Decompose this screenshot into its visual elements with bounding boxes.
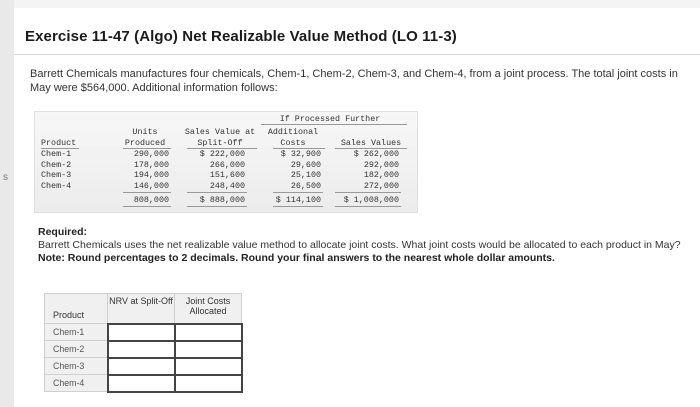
joint-cost-input-chem-3[interactable]	[175, 358, 242, 375]
row-product: Chem-1	[41, 149, 72, 159]
col-header-sales-split-2: Split-Off	[197, 138, 243, 148]
answer-col-joint-costs: Joint Costs Allocated	[175, 294, 242, 324]
total-line-units	[123, 192, 171, 193]
joint-process-data-table	[34, 111, 418, 213]
col-header-sales-split-1: Sales Value at	[184, 127, 256, 137]
problem-intro: Barrett Chemicals manufactures four chemicals, Chem-1, Chem-2, Chem-3, and Chem-4, from a joint process. The total joint costs in May were $564,000. Additional information follows:	[30, 68, 678, 94]
joint-cost-input-chem-1[interactable]	[175, 324, 242, 341]
nrv-input-chem-3[interactable]	[108, 358, 175, 375]
sales-values-column	[335, 149, 399, 191]
adjacent-page-edge	[0, 0, 14, 407]
total-add: $ 114,100	[275, 195, 321, 205]
row-units: 290,000	[133, 149, 169, 159]
header-underline	[261, 124, 407, 125]
answer-row-product: Chem-3	[45, 358, 108, 375]
double-line-split	[187, 206, 247, 207]
nrv-input-chem-4[interactable]	[108, 375, 175, 392]
col-header-sales-values: Sales Values	[340, 138, 402, 148]
row-add: 29,600	[290, 159, 321, 170]
col-header-units-1: Units	[132, 127, 158, 137]
required-heading: Required:	[38, 226, 88, 238]
required-question: Barrett Chemicals uses the net realizable value method to allocate joint costs. What joint costs would be allocated to each product in May?	[38, 239, 681, 251]
total-sales: $ 1,008,000	[343, 195, 399, 205]
total-split: $ 888,000	[199, 195, 245, 205]
row-split: $ 222,000	[199, 149, 245, 159]
row-split: 151,600	[209, 170, 245, 180]
row-product: Chem-2	[41, 159, 72, 170]
exercise-title: Exercise 11-47 (Algo) Net Realizable Value Method (LO 11-3)	[25, 28, 457, 45]
answer-col-nrv: NRV at Split-Off	[108, 294, 175, 324]
row-add: 26,500	[290, 180, 321, 191]
rounding-note: Note: Round percentages to 2 decimals. Round your final answers to the nearest whole dollar amounts.	[38, 252, 555, 264]
total-line-add	[273, 192, 323, 193]
table-row	[45, 358, 242, 375]
col-header-units-2: Produced	[124, 138, 166, 148]
edge-character: s	[3, 172, 8, 183]
row-product: Chem-3	[41, 170, 72, 180]
allocation-answer-table	[44, 293, 243, 393]
row-sales: 272,000	[363, 180, 399, 191]
nrv-input-chem-1[interactable]	[108, 324, 175, 341]
required-section	[38, 226, 692, 265]
nrv-input-chem-2[interactable]	[108, 341, 175, 358]
table-row	[45, 341, 242, 358]
row-sales: 292,000	[363, 159, 399, 170]
add-costs-column	[271, 149, 321, 191]
answer-row-product: Chem-2	[45, 341, 108, 358]
row-units: 146,000	[133, 180, 169, 191]
total-line-split	[187, 192, 247, 193]
answer-col-product: Product	[45, 294, 108, 324]
double-line-sales	[335, 206, 401, 207]
row-units: 194,000	[133, 170, 169, 180]
split-off-column	[185, 149, 245, 191]
row-split: 248,400	[209, 180, 245, 191]
title-divider	[14, 54, 700, 55]
answer-row-product: Chem-4	[45, 375, 108, 392]
joint-cost-input-chem-4[interactable]	[175, 375, 242, 392]
table-row	[45, 324, 242, 341]
header-if-processed-further: If Processed Further	[279, 114, 381, 124]
row-product: Chem-4	[41, 180, 72, 191]
joint-cost-input-chem-2[interactable]	[175, 341, 242, 358]
row-sales: $ 262,000	[353, 149, 399, 159]
row-add: $ 32,900	[280, 149, 321, 159]
row-units: 178,000	[133, 159, 169, 170]
product-column	[41, 149, 71, 191]
col-header-add-costs-2: Costs	[280, 138, 306, 148]
units-column	[119, 149, 169, 191]
answer-row-product: Chem-1	[45, 324, 108, 341]
total-line-sales	[335, 192, 401, 193]
row-sales: 182,000	[363, 170, 399, 180]
row-add: 25,100	[290, 170, 321, 180]
total-units: 808,000	[133, 195, 169, 205]
double-line-units	[123, 206, 171, 207]
row-split: 266,000	[209, 159, 245, 170]
col-header-add-costs-1: Additional	[267, 127, 319, 137]
col-header-product: Product	[41, 138, 77, 148]
double-line-add	[273, 206, 323, 207]
table-row	[45, 375, 242, 392]
